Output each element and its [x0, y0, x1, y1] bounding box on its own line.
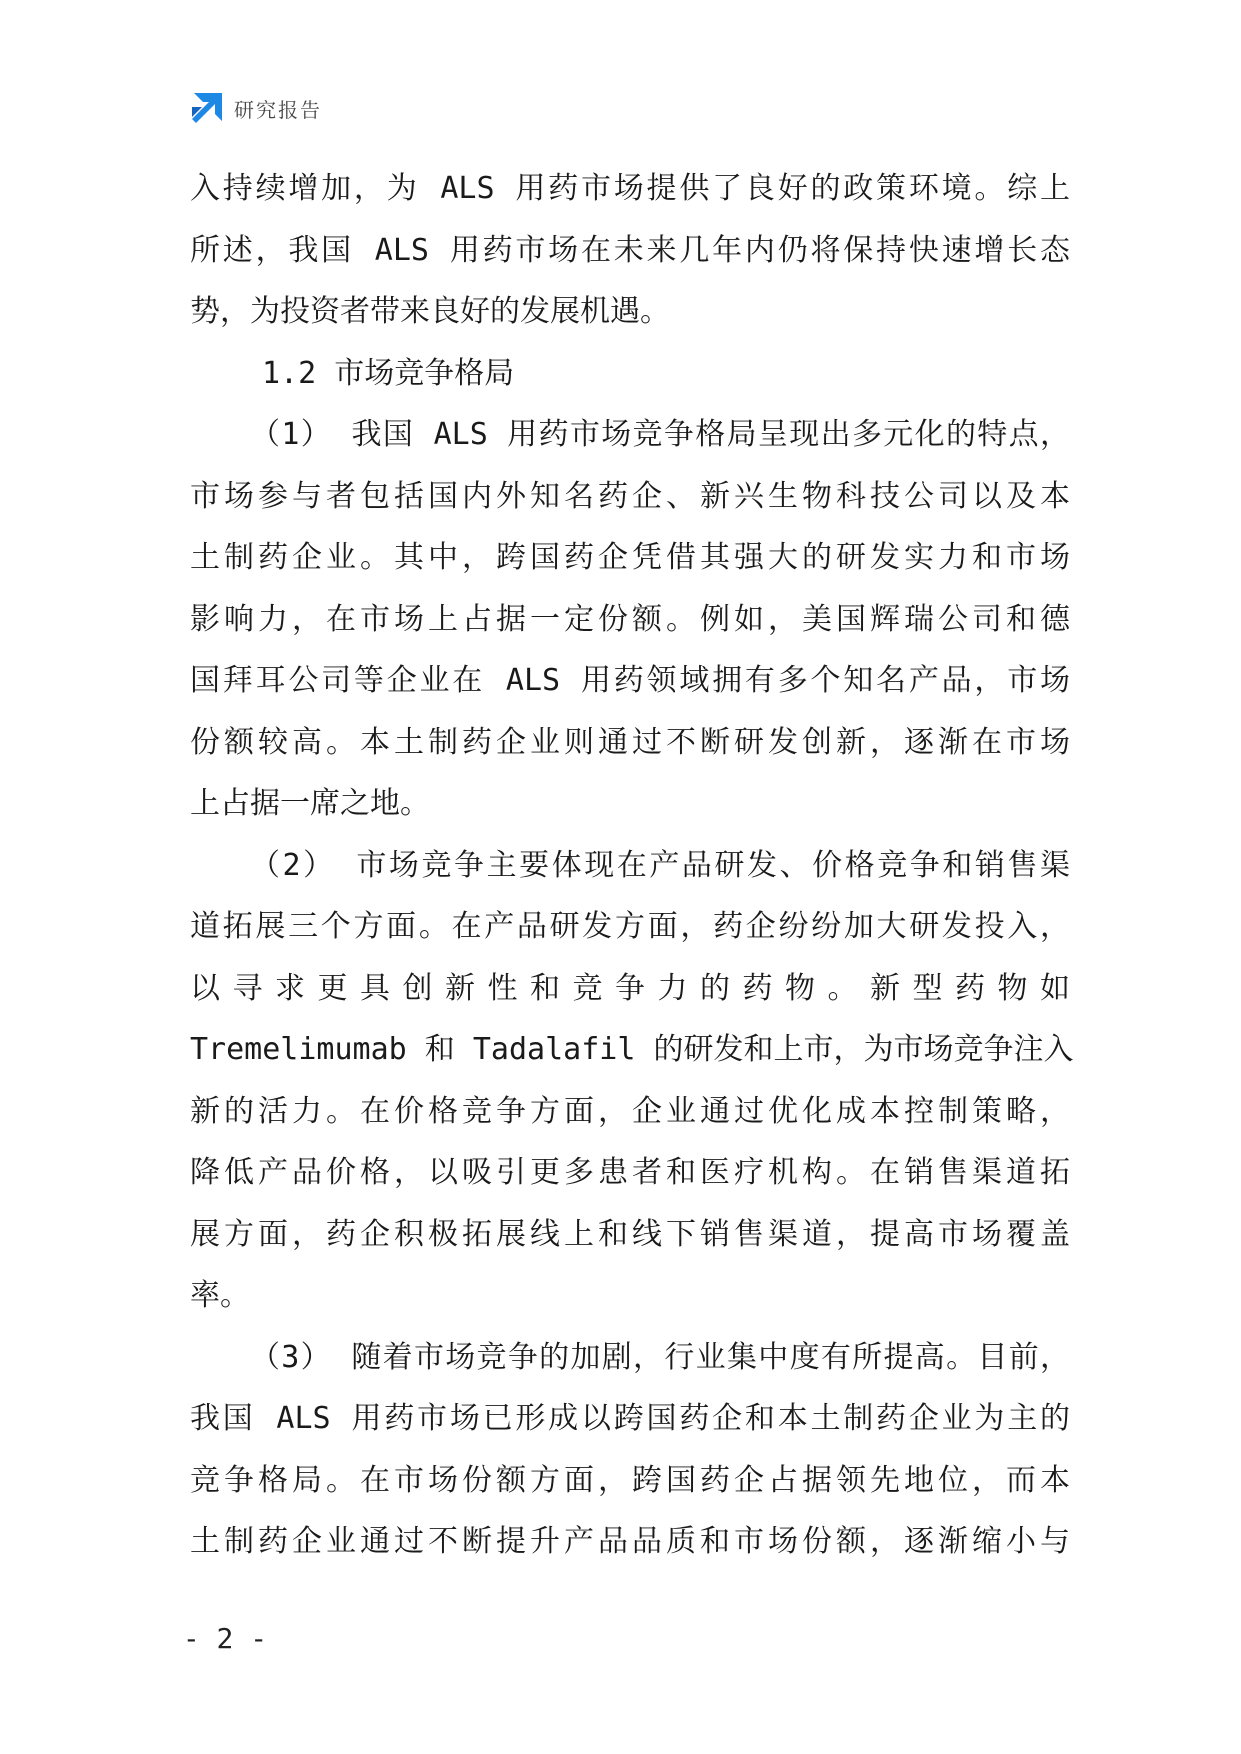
paragraph-line: （3） 随着市场竞争的加剧，行业集中度有所提高。目前，	[250, 1339, 1070, 1375]
section-heading: 1.2 市场竞争格局	[262, 355, 515, 391]
paragraph-line: （1） 我国 ALS 用药市场竞争格局呈现出多元化的特点，	[250, 417, 1070, 452]
paragraph-line: 展方面，药企积极拓展线上和线下销售渠道，提高市场覆盖	[190, 1216, 1070, 1252]
header-title: 研究报告	[234, 97, 322, 122]
paragraph-line: 所述，我国 ALS 用药市场在未来几年内仍将保持快速增长态	[190, 232, 1070, 268]
arrow-up-right-logo-icon	[190, 91, 224, 125]
paragraph-line: 率。	[190, 1278, 250, 1313]
paragraph-line: 以寻求更具创新性和竞争力的药物。新型药物如	[190, 970, 1070, 1006]
paragraph-line: 入持续增加，为 ALS 用药市场提供了良好的政策环境。综上	[190, 171, 1070, 206]
page-number: - 2 -	[182, 1622, 268, 1655]
paragraph-line: 我国 ALS 用药市场已形成以跨国药企和本土制药企业为主的	[190, 1401, 1070, 1436]
paragraph-line: 新的活力。在价格竞争方面，企业通过优化成本控制策略，	[190, 1093, 1070, 1129]
paragraph-line: 份额较高。本土制药企业则通过不断研发创新，逐渐在市场	[190, 724, 1070, 760]
paragraph-line: （2） 市场竞争主要体现在产品研发、价格竞争和销售渠	[250, 847, 1070, 883]
paragraph-line: 势，为投资者带来良好的发展机遇。	[190, 294, 670, 329]
paragraph-line: 国拜耳公司等企业在 ALS 用药领域拥有多个知名产品，市场	[190, 663, 1070, 698]
paragraph-line: 道拓展三个方面。在产品研发方面，药企纷纷加大研发投入，	[190, 909, 1070, 944]
document-body	[190, 158, 1074, 1573]
paragraph-line: 上占据一席之地。	[190, 786, 430, 821]
paragraph-line: Tremelimumab 和 Tadalafil 的研发和上市，为市场竞争注入	[190, 1032, 1074, 1067]
paragraph-line: 影响力，在市场上占据一定份额。例如，美国辉瑞公司和德	[190, 601, 1070, 637]
paragraph-line: 降低产品价格，以吸引更多患者和医疗机构。在销售渠道拓	[190, 1155, 1070, 1190]
paragraph-line: 市场参与者包括国内外知名药企、新兴生物科技公司以及本	[190, 478, 1070, 514]
page-header	[190, 90, 322, 126]
paragraph-line: 土制药企业。其中，跨国药企凭借其强大的研发实力和市场	[190, 540, 1070, 575]
paragraph-line: 竞争格局。在市场份额方面，跨国药企占据领先地位，而本	[190, 1462, 1070, 1498]
paragraph-line: 土制药企业通过不断提升产品品质和市场份额，逐渐缩小与	[190, 1524, 1070, 1559]
